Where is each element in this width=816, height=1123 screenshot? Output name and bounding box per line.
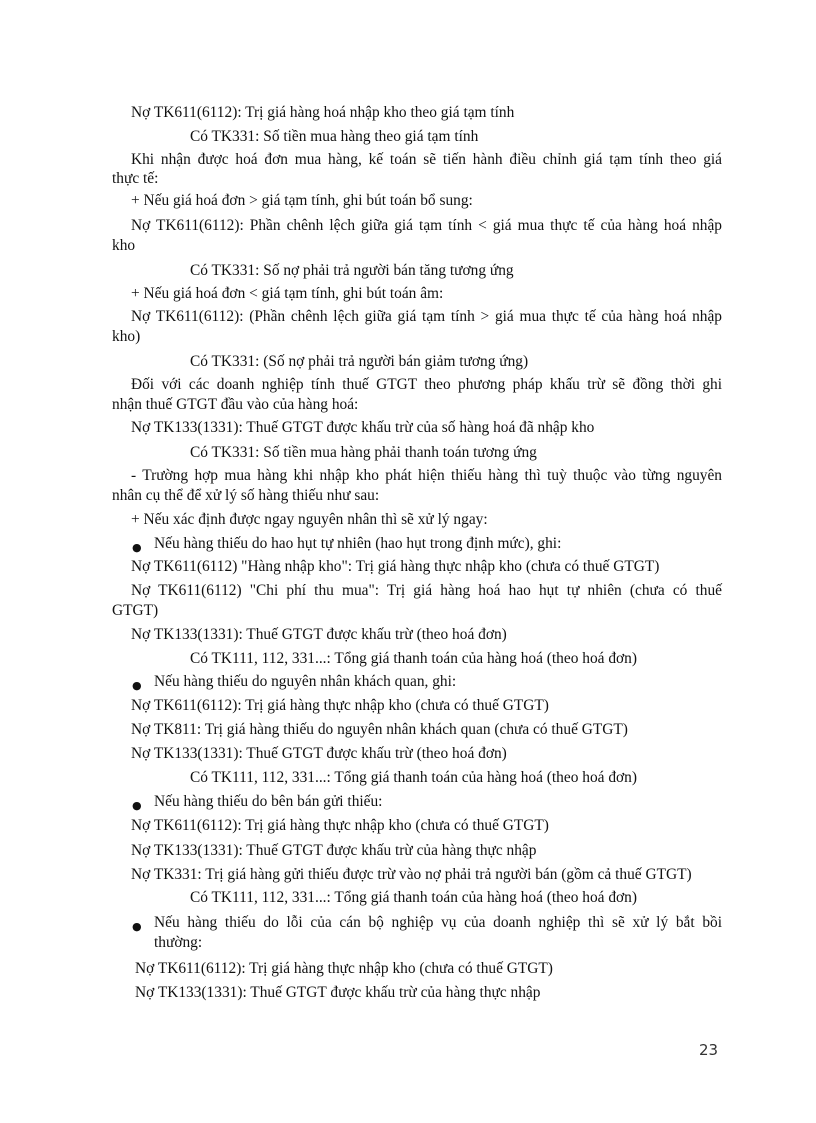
text-line: Nợ TK611(6112): Trị giá hàng thực nhập kho (chưa có thuế GTGT) [131, 697, 549, 714]
text-line: + Nếu xác định được ngay nguyên nhân thì sẽ xử lý ngay: [131, 511, 488, 528]
text-line: Có TK111, 112, 331...: Tổng giá thanh toán của hàng hoá (theo hoá đơn) [190, 889, 637, 906]
text-line: Nợ TK611(6112): (Phần chênh lệch giữa giá tạm tính > giá mua thực tế của hàng hoá nhập [131, 308, 722, 325]
text-line: Đối với các doanh nghiệp tính thuế GTGT theo phương pháp khấu trừ sẽ đồng thời ghi [131, 376, 722, 393]
text-line: GTGT) [112, 602, 159, 619]
text-line: Nợ TK611(6112): Phần chênh lệch giữa giá tạm tính < giá mua thực tế của hàng hoá nhập [131, 217, 722, 234]
text-line: Nợ TK133(1331): Thuế GTGT được khấu trừ (theo hoá đơn) [131, 745, 507, 762]
bullet-icon: ● [132, 920, 142, 933]
text-line: Nợ TK611(6112) "Hàng nhập kho": Trị giá hàng thực nhập kho (chưa có thuế GTGT) [131, 558, 660, 575]
text-line: Nợ TK331: Trị giá hàng gửi thiếu được trừ vào nợ phải trả người bán (gồm cả thuế GTGT) [131, 866, 692, 883]
text-line: - Trường hợp mua hàng khi nhập kho phát hiện thiếu hàng thì tuỳ thuộc vào từng nguyên [131, 467, 722, 484]
text-line: Có TK331: Số tiền mua hàng theo giá tạm tính [190, 128, 479, 145]
text-line: nhận thuế GTGT đầu vào của hàng hoá: [112, 396, 359, 413]
page-number: 23 [699, 1041, 719, 1059]
text-line: Khi nhận được hoá đơn mua hàng, kế toán sẽ tiến hành điều chỉnh giá tạm tính theo giá [131, 151, 722, 168]
text-line: thực tế: [112, 170, 159, 187]
bullet-icon: ● [132, 679, 142, 692]
text-line: Có TK331: Số tiền mua hàng phải thanh toán tương ứng [190, 444, 537, 461]
text-line: + Nếu giá hoá đơn < giá tạm tính, ghi bút toán âm: [131, 285, 444, 302]
bullet-icon: ● [132, 799, 142, 812]
text-line: Nếu hàng thiếu do hao hụt tự nhiên (hao hụt trong định mức), ghi: [154, 535, 562, 552]
text-line: Có TK331: Số nợ phải trả người bán tăng tương ứng [190, 262, 514, 279]
text-line: Nợ TK133(1331): Thuế GTGT được khấu trừ (theo hoá đơn) [131, 626, 507, 643]
text-line: Nếu hàng thiếu do bên bán gửi thiếu: [154, 793, 383, 810]
text-line: Nợ TK611(6112) "Chi phí thu mua": Trị giá hàng hoá hao hụt tự nhiên (chưa có thuế [131, 582, 722, 599]
text-line: Nợ TK611(6112): Trị giá hàng thực nhập kho (chưa có thuế GTGT) [131, 817, 549, 834]
text-line: Nợ TK611(6112): Trị giá hàng thực nhập kho (chưa có thuế GTGT) [135, 960, 553, 977]
text-line: Nợ TK133(1331): Thuế GTGT được khấu trừ của hàng thực nhập [135, 984, 541, 1001]
text-line: Nếu hàng thiếu do lỗi của cán bộ nghiệp vụ của doanh nghiệp thì sẽ xử lý bắt bồi [154, 914, 722, 931]
text-line: Có TK111, 112, 331...: Tổng giá thanh toán của hàng hoá (theo hoá đơn) [190, 769, 637, 786]
text-line: Nợ TK811: Trị giá hàng thiếu do nguyên nhân khách quan (chưa có thuế GTGT) [131, 721, 628, 738]
bullet-icon: ● [132, 541, 142, 554]
text-line: Nợ TK133(1331): Thuế GTGT được khấu trừ của hàng thực nhập [131, 842, 537, 859]
text-line: Nợ TK611(6112): Trị giá hàng hoá nhập kho theo giá tạm tính [131, 104, 515, 121]
text-line: + Nếu giá hoá đơn > giá tạm tính, ghi bút toán bổ sung: [131, 192, 473, 209]
text-line: Có TK331: (Số nợ phải trả người bán giảm tương ứng) [190, 353, 529, 370]
text-line: Nợ TK133(1331): Thuế GTGT được khấu trừ của số hàng hoá đã nhập kho [131, 419, 595, 436]
text-line: thường: [154, 934, 203, 951]
text-line: kho [112, 237, 136, 254]
text-line: nhân cụ thể để xử lý số hàng thiếu như sau: [112, 487, 380, 504]
text-line: Có TK111, 112, 331...: Tổng giá thanh toán của hàng hoá (theo hoá đơn) [190, 650, 637, 667]
text-line: kho) [112, 328, 141, 345]
text-line: Nếu hàng thiếu do nguyên nhân khách quan, ghi: [154, 673, 457, 690]
